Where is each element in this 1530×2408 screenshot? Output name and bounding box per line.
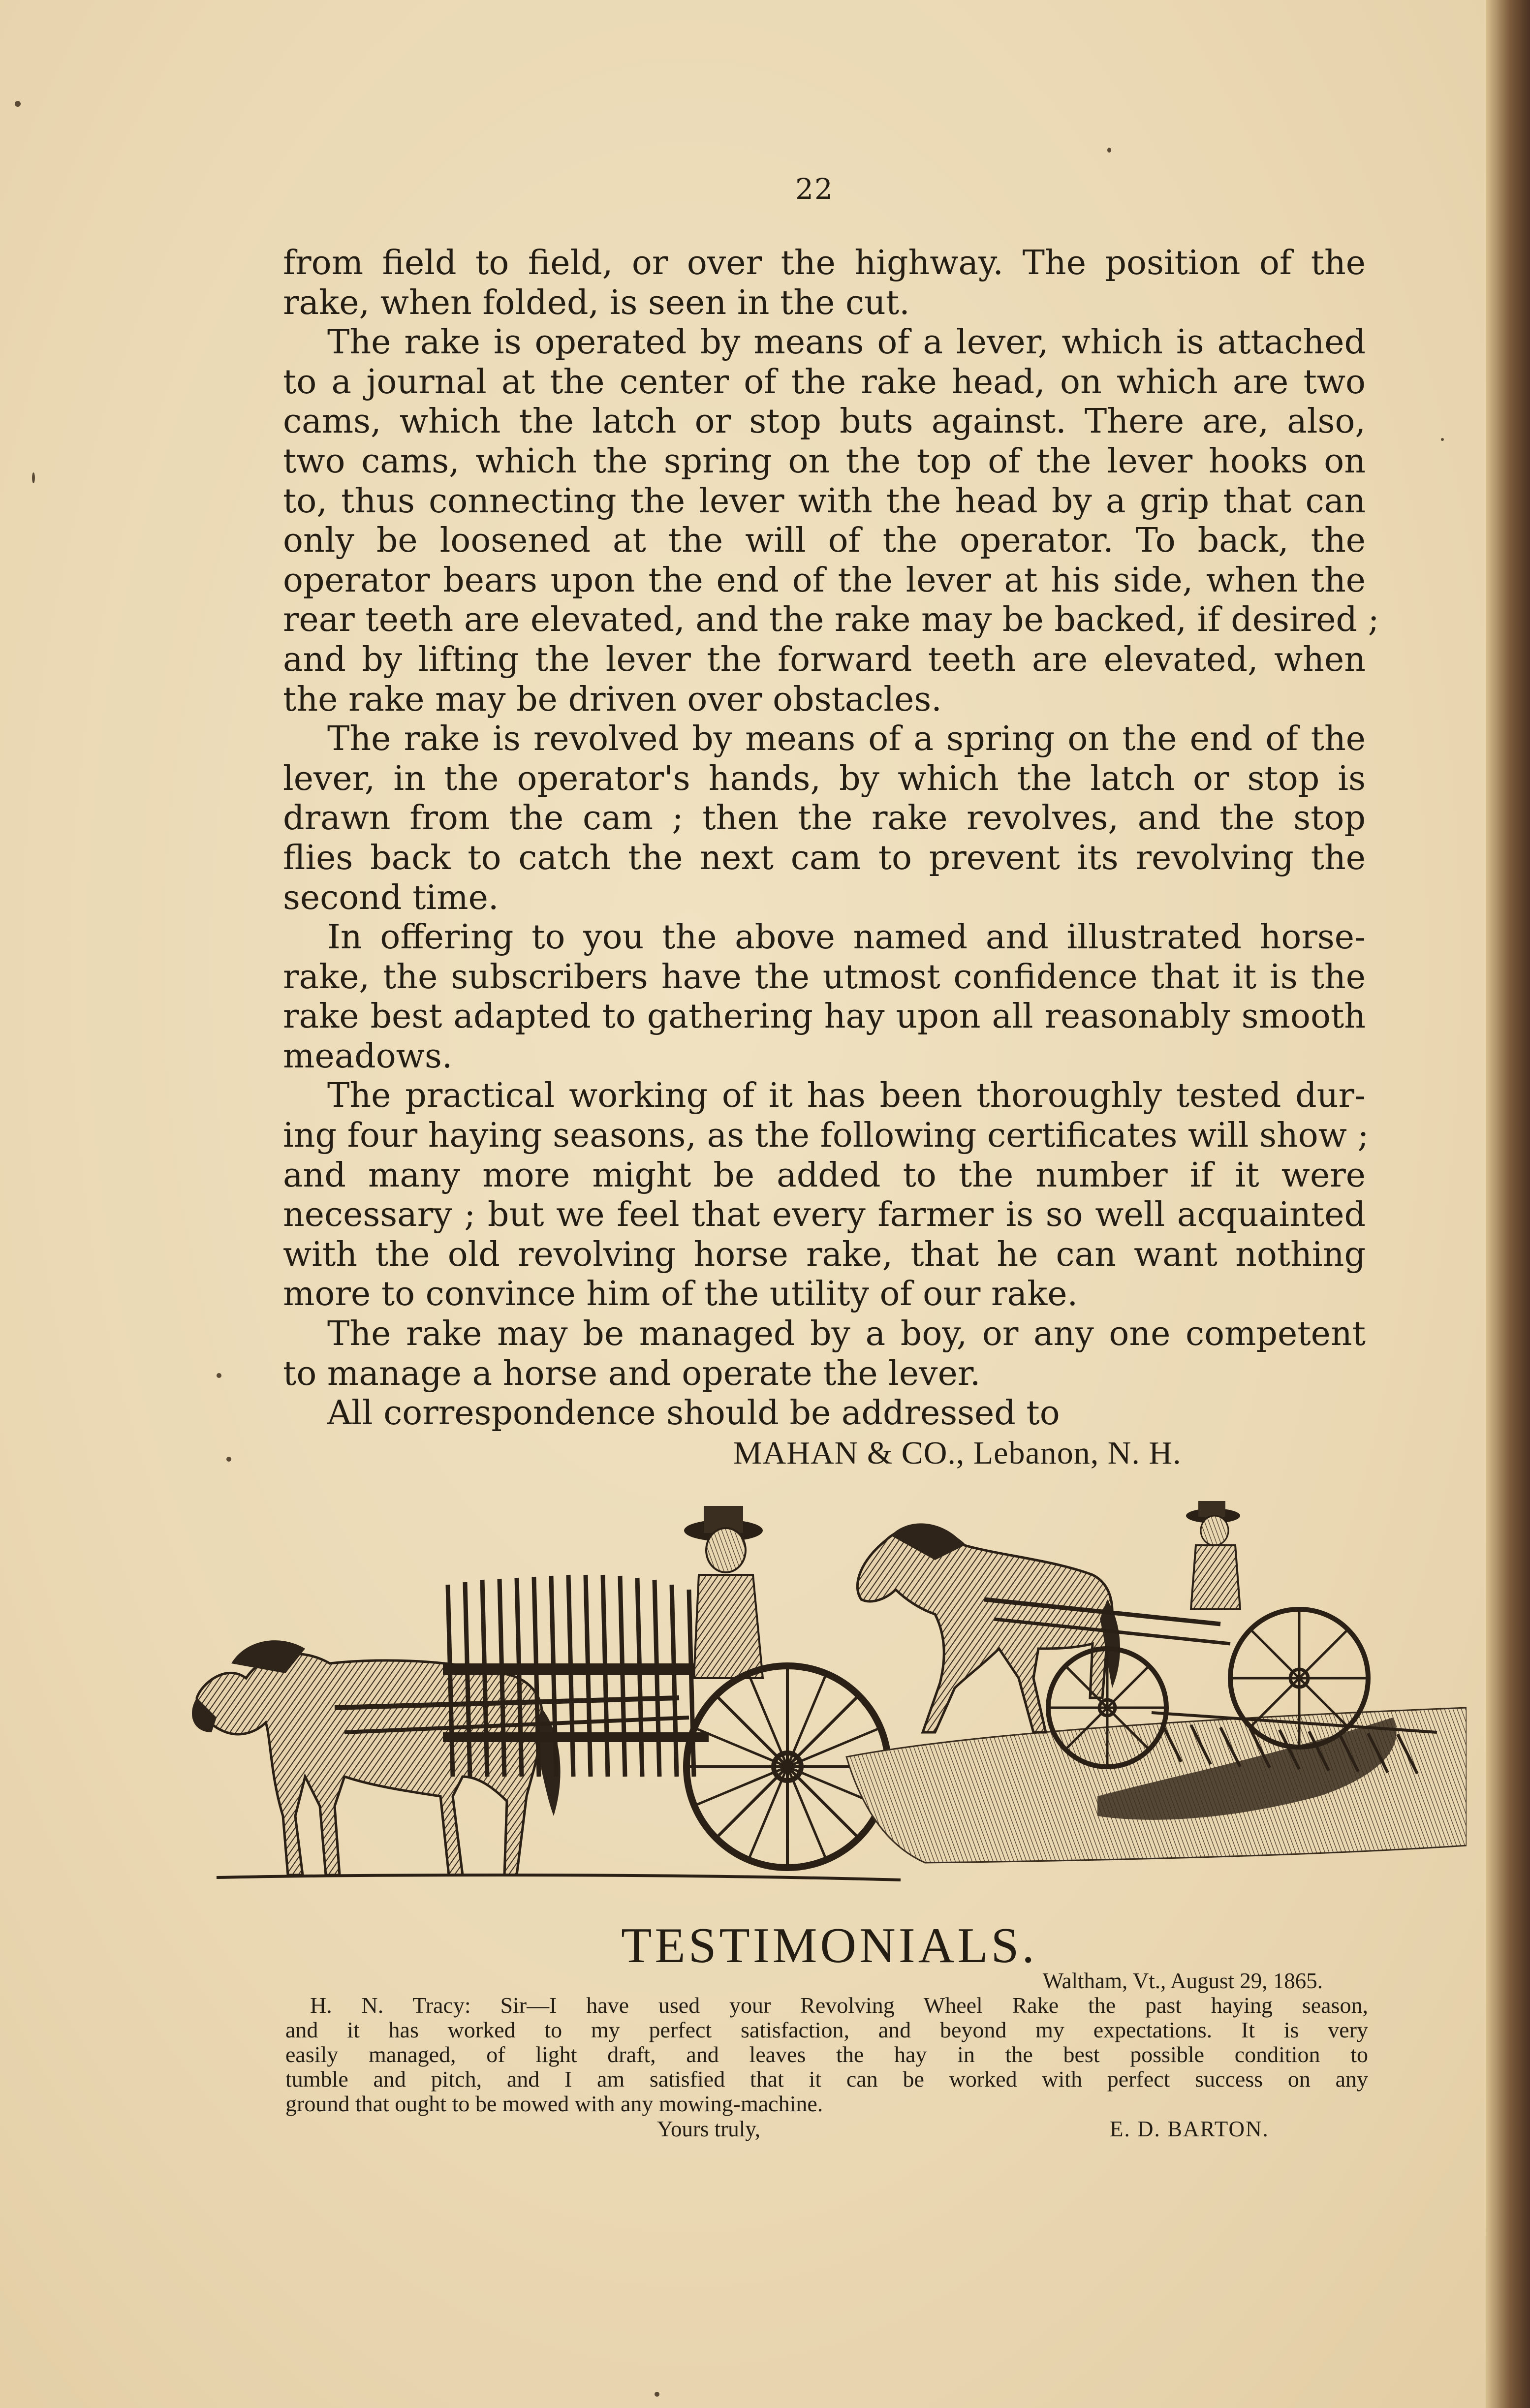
- text-line: cams, which the latch or stop buts against. There are, also,: [283, 402, 1366, 441]
- company-signature: MAHAN & CO., Lebanon, N. H.: [733, 1435, 1182, 1471]
- testimonial-line: H. N. Tracy: Sir—I have used your Revolving Wheel Rake the past haying season,: [310, 1993, 1368, 2018]
- paper-speck: [217, 1373, 221, 1378]
- horse-rake-illustration: [187, 1501, 1467, 1895]
- text-line: with the old revolving horse rake, that he can want nothing: [283, 1235, 1366, 1274]
- testimonial-closing: [285, 2116, 1368, 2142]
- text-line: All correspondence should be addressed to: [327, 1394, 1060, 1433]
- text-line: ing four haying seasons, as the following certificates will show ;: [283, 1116, 1369, 1156]
- testimonial-line: easily managed, of light draft, and leaves the hay in the best possible condition to: [285, 2042, 1368, 2067]
- text-line: The rake is operated by means of a lever, which is attached: [327, 323, 1366, 362]
- testimonial-line: tumble and pitch, and I am satisfied that it can be worked with perfect success on any: [285, 2066, 1368, 2092]
- paper-speck: [32, 472, 35, 483]
- text-line: The rake may be managed by a boy, or any one competent: [327, 1314, 1366, 1354]
- text-line: flies back to catch the next cam to prevent its revolving the: [283, 838, 1366, 877]
- text-line: and many more might be added to the number if it were: [283, 1156, 1366, 1195]
- text-line: In offering to you the above named and illustrated horse-: [327, 918, 1366, 957]
- paper-speck: [1441, 438, 1444, 441]
- paper-speck: [1107, 148, 1111, 153]
- page-number: 22: [795, 172, 834, 206]
- text-line: to, thus connecting the lever with the head by a grip that can: [283, 481, 1366, 521]
- closing-phrase: Yours truly,: [657, 2117, 761, 2141]
- text-line: rake, when folded, is seen in the cut.: [283, 283, 910, 322]
- text-line: from field to field, or over the highway. The position of the: [283, 244, 1366, 282]
- right-horse-and-rake: [846, 1501, 1467, 1863]
- text-line: rear teeth are elevated, and the rake may be backed, if desired ;: [283, 600, 1379, 640]
- text-line: necessary ; but we feel that every farmer is so well acquainted: [283, 1195, 1366, 1235]
- text-line: and by lifting the lever the forward teeth are elevated, when: [283, 640, 1366, 679]
- testimonial-line: and it has worked to my perfect satisfaction, and beyond my expectations. It is very: [285, 2017, 1368, 2042]
- paper-speck: [15, 101, 21, 107]
- book-binding-edge: [1486, 0, 1530, 2408]
- testimonial-signer: E. D. BARTON.: [1110, 2117, 1269, 2141]
- testimonial-dateline: Waltham, Vt., August 29, 1865.: [1042, 1969, 1323, 1993]
- text-line: The rake is revolved by means of a spring on the end of the: [327, 719, 1366, 759]
- text-line: rake best adapted to gathering hay upon all reasonably smooth: [283, 997, 1366, 1036]
- text-line: drawn from the cam ; then the rake revolves, and the stop: [283, 799, 1366, 838]
- text-line: meadows.: [283, 1036, 453, 1076]
- left-horse-and-rake: [192, 1506, 901, 1880]
- text-line: the rake may be driven over obstacles.: [283, 680, 942, 719]
- text-line: only be loosened at the will of the operator. To back, the: [283, 521, 1366, 561]
- text-line: The practical working of it has been thoroughly tested dur-: [327, 1076, 1366, 1116]
- text-line: second time.: [283, 878, 499, 917]
- body-text: [283, 244, 1379, 1473]
- paper-speck: [226, 1457, 231, 1462]
- text-line: lever, in the operator's hands, by which the latch or stop is: [283, 759, 1366, 798]
- testimonials-heading: TESTIMONIALS.: [621, 1918, 1037, 1973]
- text-line: more to convince him of the utility of our rake.: [283, 1275, 1078, 1314]
- text-line: two cams, which the spring on the top of the lever hooks on: [283, 441, 1366, 481]
- text-line: operator bears upon the end of the lever at his side, when the: [283, 561, 1366, 600]
- testimonial-letter: [285, 1969, 1368, 2142]
- testimonial-line: ground that ought to be mowed with any mowing-machine.: [285, 2091, 823, 2116]
- text-line: to a journal at the center of the rake head, on which are two: [283, 362, 1366, 402]
- text-line: to manage a horse and operate the lever.: [283, 1354, 981, 1393]
- paper-speck: [655, 2392, 659, 2397]
- text-line: rake, the subscribers have the utmost confidence that it is the: [283, 957, 1366, 997]
